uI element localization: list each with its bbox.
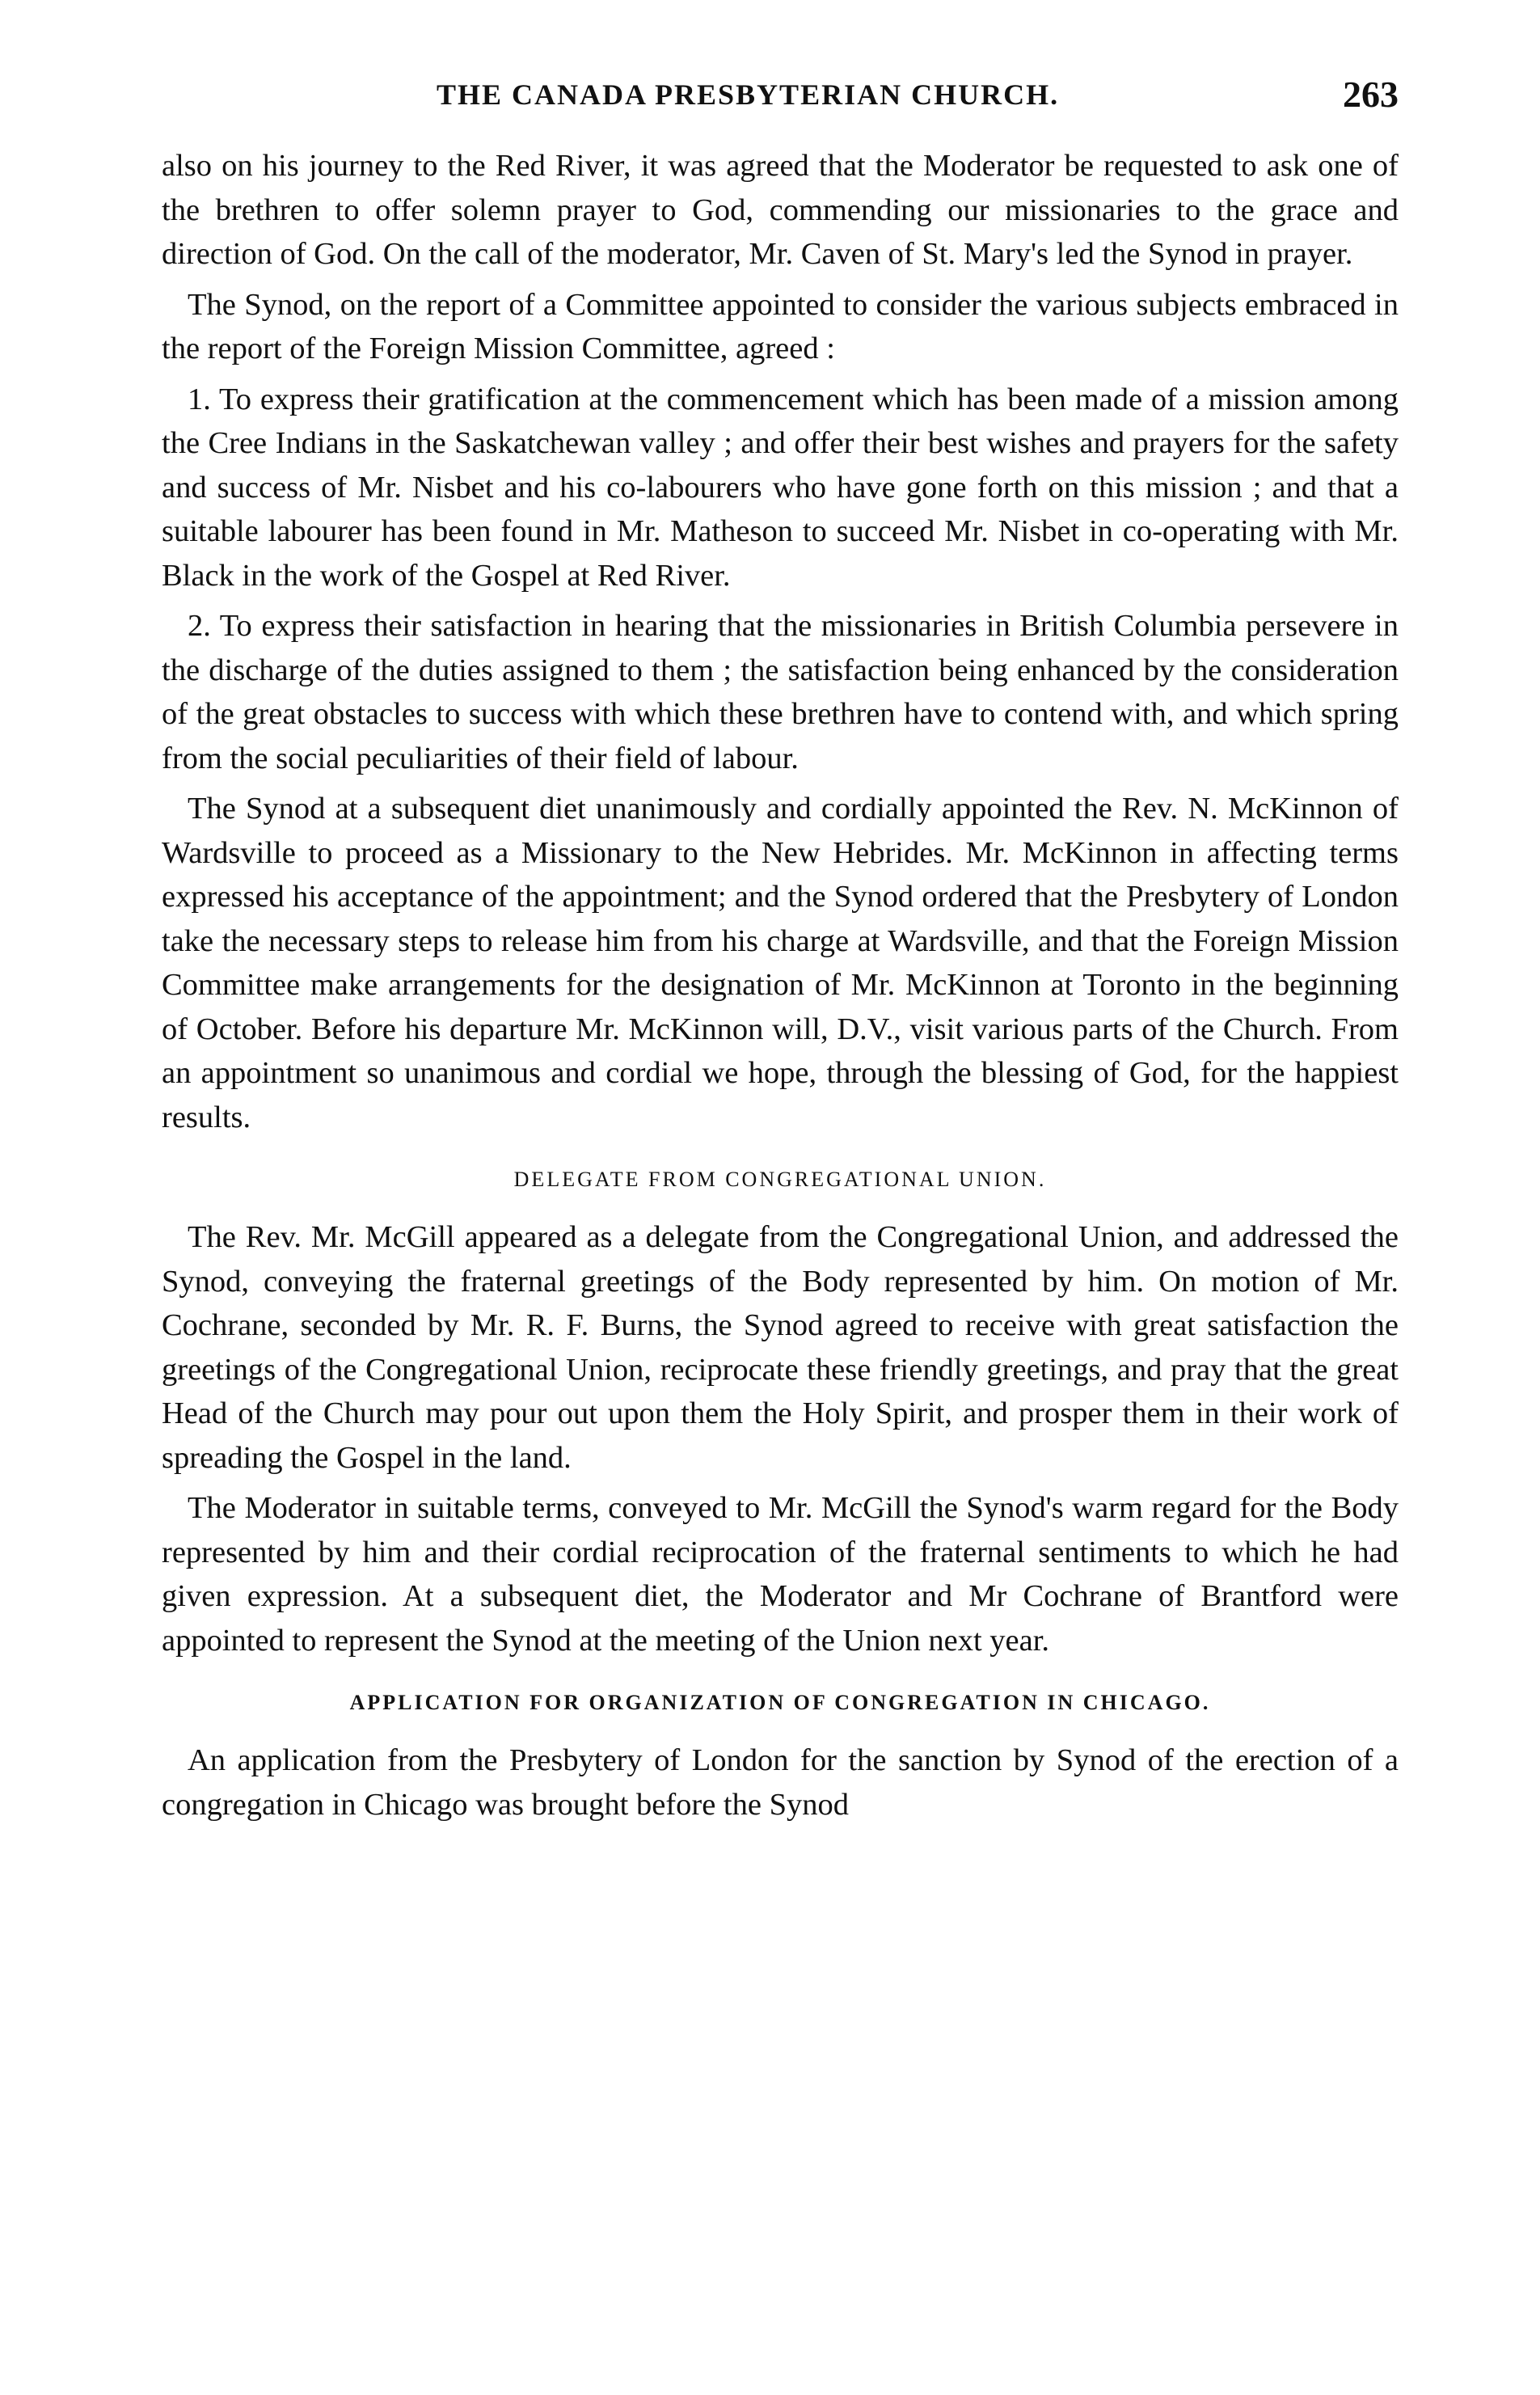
paragraph-synod-report: The Synod, on the report of a Committee appointed to consider the various subjects embraced in the report of the Foreign Mission Committee, agreed :: [162, 287, 1399, 365]
paragraph-chicago-application: An application from the Presbytery of London for the sanction by Synod of the erection of a congregation in Chicago was brought before the Synod: [162, 1743, 1399, 1822]
section-heading-delegate: DELEGATE FROM CONGREGATIONAL UNION.: [513, 1168, 1047, 1191]
paragraph-mcgill-delegate: The Rev. Mr. McGill appeared as a delegate from the Congregational Union, and addressed the Synod, conveying the fraternal greetings of the Body represented by him. On motion of Mr. Cochrane, seconded by Mr. R. F. Burns, the Synod agreed to receive with great satisfaction the greetings of the Congregational Union, reciprocate these friendly greetings, and pray that the great Head of the Church may pour out upon them the Holy Spirit, and prosper them in their work of spreading the Gospel in the land.: [162, 1220, 1399, 1475]
paragraph-mckinnon-appointment: The Synod at a subsequent diet unanimously and cordially appointed the Rev. N. McKinnon of Wardsville to proceed as a Missionary to the New Hebrides. Mr. McKinnon in affecting terms expressed his acceptance of the appointment; and the Synod ordered that the Presbytery of London take the necessary steps to release him from his charge at Wardsville, and that the Foreign Mission Committee make arrangements for the designation of Mr. McKinnon at Toronto in the beginning of October. Before his departure Mr. McKinnon will, D.V., visit various parts of the Church. From an appointment so unanimous and cordial we hope, through the blessing of God, for the happiest results.: [162, 792, 1399, 1134]
paragraph-moderator-prayer: also on his journey to the Red River, it was agreed that the Moderator be requested to ask one of the brethren to offer solemn prayer to God, commending our missionaries to the grace and direction of God. On the call of the moderator, Mr. Caven of St. Mary's led the Synod in prayer.: [162, 149, 1399, 271]
section-heading-chicago: APPLICATION FOR ORGANIZATION OF CONGREGATION IN CHICAGO.: [349, 1691, 1211, 1714]
text-body: [162, 144, 1399, 1833]
page-number: 263: [1343, 74, 1399, 115]
running-head: [162, 74, 1399, 126]
paragraph-item-1-cree-mission: 1. To express their gratification at the commencement which has been made of a mission among the Cree Indians in the Saskatchewan valley ; and offer their best wishes and prayers for the safety and success of Mr. Nisbet and his co-labourers who have gone forth on this mission ; and that a suitable labourer has been found in Mr. Matheson to succeed Mr. Nisbet in co-operating with Mr. Black in the work of the Gospel at Red River.: [162, 382, 1399, 593]
paragraph-item-2-british-columbia: 2. To express their satisfaction in hearing that the missionaries in British Columbia persevere in the discharge of the duties assigned to them ; the satisfaction being enhanced by the consideration of the great obstacles to success with which these brethren have to contend with, and which spring from the social peculiarities of their field of labour.: [162, 609, 1399, 775]
running-title: THE CANADA PRESBYTERIAN CHURCH.: [437, 78, 1060, 111]
paragraph-moderator-response: The Moderator in suitable terms, conveyed to Mr. McGill the Synod's warm regard for the Body represented by him and their cordial reciprocation of the fraternal sentiments to which he had given expression. At a subsequent diet, the Moderator and Mr Cochrane of Brantford were appointed to represent the Synod at the meeting of the Union next year.: [162, 1491, 1399, 1658]
